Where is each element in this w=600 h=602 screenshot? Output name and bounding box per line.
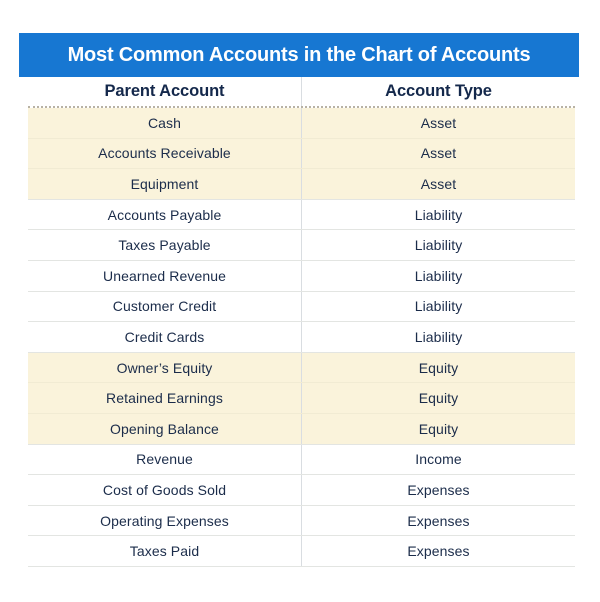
account-type-cell: Equity: [418, 420, 459, 437]
table-row: [28, 322, 575, 353]
table-row: [28, 383, 575, 414]
table-body: [28, 108, 575, 567]
account-type-cell: Expenses: [407, 512, 470, 529]
table-row: [28, 108, 575, 139]
account-type-cell: Income: [415, 451, 462, 468]
account-type-cell: Liability: [414, 298, 463, 315]
account-type-cell: Liability: [414, 237, 463, 254]
account-type-cell: Asset: [420, 175, 457, 192]
table-row: [28, 169, 575, 200]
account-type-cell: Asset: [420, 145, 457, 162]
table-row: [28, 261, 575, 292]
table-row: [28, 200, 575, 231]
table-row: [28, 475, 575, 506]
column-header-parent-account: Parent Account: [28, 77, 302, 106]
parent-account-cell: Equipment: [28, 169, 302, 199]
parent-account-cell: Cost of Goods Sold: [28, 475, 302, 505]
account-type-cell: Liability: [414, 267, 463, 284]
account-type-cell: Equity: [418, 390, 459, 407]
parent-account-cell: Accounts Receivable: [28, 139, 302, 169]
page-title: Most Common Accounts in the Chart of Accounts: [67, 43, 531, 66]
account-type-cell: Expenses: [407, 481, 470, 498]
account-type-cell: Expenses: [407, 543, 470, 560]
table-row: [28, 445, 575, 476]
accounts-table: [28, 77, 575, 567]
parent-account-cell: Taxes Paid: [28, 536, 302, 566]
parent-account-cell: Owner’s Equity: [28, 353, 302, 383]
parent-account-cell: Accounts Payable: [28, 200, 302, 230]
table-row: [28, 536, 575, 567]
account-type-cell: Equity: [418, 359, 459, 376]
parent-account-cell: Operating Expenses: [28, 506, 302, 536]
account-type-cell: Liability: [414, 328, 463, 345]
account-type-cell: Asset: [420, 114, 457, 131]
account-type-cell: Liability: [414, 206, 463, 223]
parent-account-cell: Revenue: [28, 445, 302, 475]
table-row: [28, 414, 575, 445]
table-row: [28, 353, 575, 384]
column-header-account-type: Account Type: [385, 82, 492, 100]
table-row: [28, 139, 575, 170]
parent-account-cell: Retained Earnings: [28, 383, 302, 413]
parent-account-cell: Unearned Revenue: [28, 261, 302, 291]
parent-account-cell: Customer Credit: [28, 292, 302, 322]
table-row: [28, 230, 575, 261]
parent-account-cell: Taxes Payable: [28, 230, 302, 260]
table-row: [28, 506, 575, 537]
table-row: [28, 292, 575, 323]
parent-account-cell: Credit Cards: [28, 322, 302, 352]
title-bar: [19, 33, 579, 77]
table-header-row: [28, 77, 575, 108]
parent-account-cell: Opening Balance: [28, 414, 302, 444]
parent-account-cell: Cash: [28, 108, 302, 138]
